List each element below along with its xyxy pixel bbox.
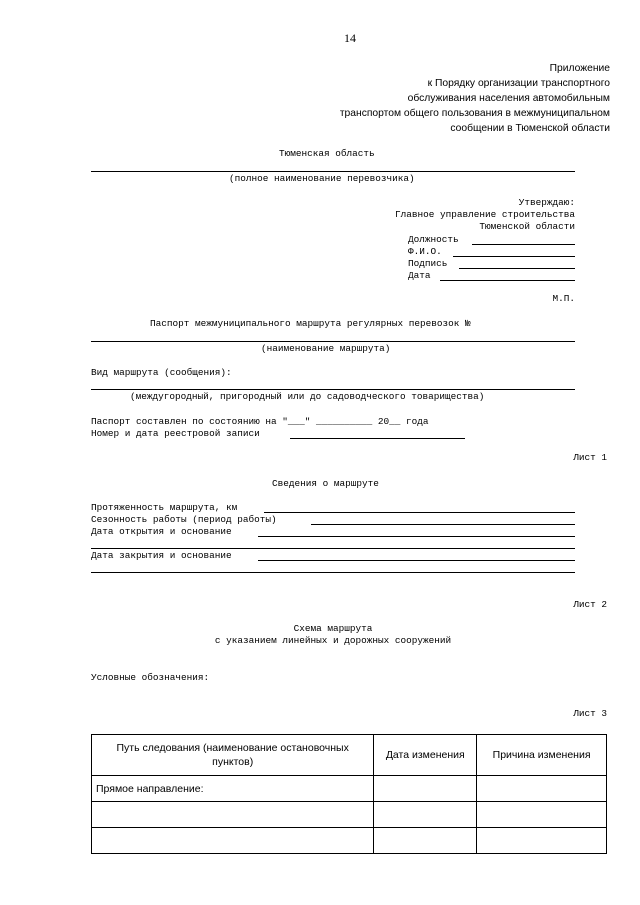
fio-field[interactable] — [453, 256, 575, 257]
length-label: Протяженность маршрута, км — [91, 502, 238, 513]
appendix-line: сообщении в Тюменской области — [450, 123, 610, 134]
appendix-line: Приложение — [549, 63, 610, 74]
date-field[interactable] — [440, 280, 575, 281]
carrier-caption: (полное наименование перевозчика) — [229, 173, 415, 184]
route-type-line[interactable] — [91, 389, 575, 390]
table-cell[interactable] — [477, 776, 607, 802]
open-field[interactable] — [258, 536, 575, 537]
close-field[interactable] — [258, 560, 575, 561]
scheme-subtitle: с указанием линейных и дорожных сооружений — [214, 635, 452, 646]
signature-label: Подпись — [408, 258, 448, 269]
length-field[interactable] — [264, 512, 575, 513]
table-cell[interactable] — [374, 776, 477, 802]
close-label: Дата закрытия и основание — [91, 550, 232, 561]
table-cell[interactable] — [92, 802, 374, 828]
season-field[interactable] — [311, 524, 575, 525]
table-cell[interactable]: Прямое направление: — [92, 776, 374, 802]
column-header: Дата изменения — [374, 735, 477, 776]
sheet-label: Лист 1 — [573, 452, 607, 463]
fio-label: Ф.И.О. — [408, 246, 442, 257]
open-label: Дата открытия и основание — [91, 526, 232, 537]
route-type-label: Вид маршрута (сообщения): — [91, 367, 232, 378]
route-type-caption: (междугородный, пригородный или до садоводческого товарищества) — [130, 391, 485, 402]
table-cell[interactable] — [374, 802, 477, 828]
appendix-line: обслуживания населения автомобильным — [407, 93, 610, 104]
registry-label: Номер и дата реестровой записи — [91, 428, 260, 439]
scheme-title: Схема маршрута — [293, 623, 373, 634]
table-row — [92, 828, 607, 854]
stamp-label: М.П. — [552, 293, 575, 304]
table-row — [92, 802, 607, 828]
route-info-title: Сведения о маршруте — [272, 478, 379, 489]
column-header: Путь следования (наименование остановочных пунктов) — [92, 735, 374, 776]
carrier-name-line — [91, 171, 575, 172]
table-header-row — [92, 735, 607, 776]
route-name-line[interactable] — [91, 341, 575, 342]
table-cell[interactable] — [477, 828, 607, 854]
season-label: Сезонность работы (период работы) — [91, 514, 277, 525]
open-field-extra[interactable] — [91, 548, 575, 549]
close-field-extra[interactable] — [91, 572, 575, 573]
approve-org: Тюменской области — [479, 221, 575, 232]
appendix-line: к Порядку организации транспортного — [427, 78, 610, 89]
sheet-label: Лист 3 — [573, 708, 607, 719]
legend-label: Условные обозначения: — [91, 672, 210, 683]
sheet-label: Лист 2 — [573, 599, 607, 610]
passport-date-label: Паспорт составлен по состоянию на "___" __________ 20__ года — [91, 416, 429, 427]
changes-table — [91, 734, 607, 854]
position-field[interactable] — [472, 244, 575, 245]
table-row — [92, 776, 607, 802]
table-cell[interactable] — [92, 828, 374, 854]
signature-field[interactable] — [459, 268, 575, 269]
date-label: Дата — [408, 270, 431, 281]
region-label: Тюменская область — [279, 148, 375, 159]
appendix-line: транспортом общего пользования в межмуниципальном — [339, 108, 610, 119]
table-cell[interactable] — [477, 802, 607, 828]
appendix-block — [280, 61, 610, 136]
registry-field[interactable] — [290, 438, 465, 439]
page-number: 14 — [344, 31, 356, 45]
passport-title: Паспорт межмуниципального маршрута регулярных перевозок № — [150, 318, 471, 329]
table-cell[interactable] — [374, 828, 477, 854]
approve-org: Главное управление строительства — [394, 209, 575, 220]
position-label: Должность — [408, 234, 459, 245]
approve-title: Утверждаю: — [518, 197, 575, 208]
route-name-caption: (наименование маршрута) — [261, 343, 391, 354]
column-header: Причина изменения — [477, 735, 607, 776]
